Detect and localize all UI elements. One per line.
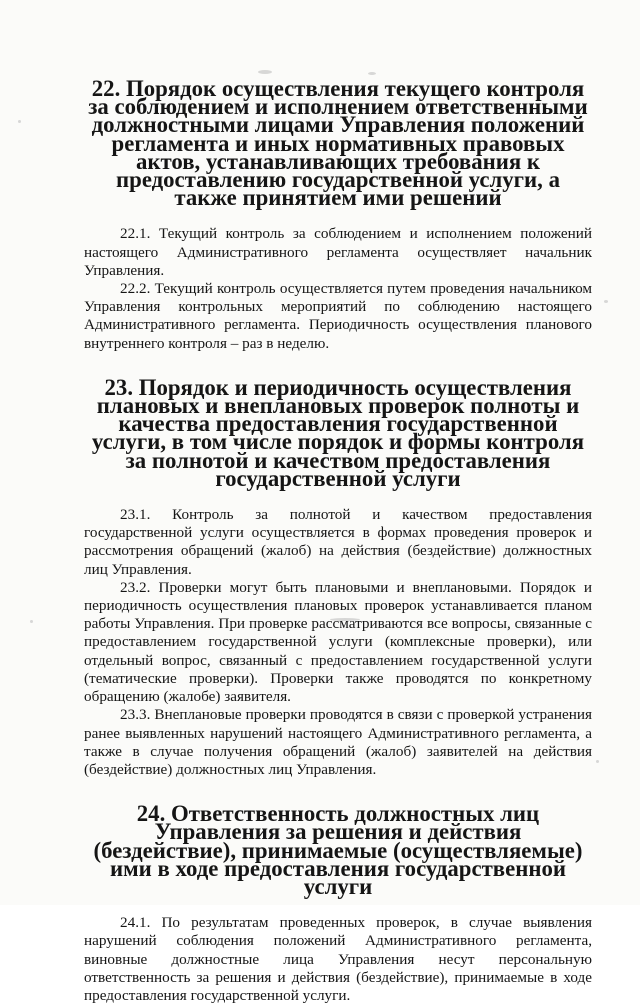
section-24-heading: 24. Ответственность должностных лиц Управления за решения и действия (бездействие), принимаемые (осуществляемые) ими в ходе предоставления государственной услуги bbox=[93, 801, 583, 899]
scan-speck bbox=[604, 300, 608, 303]
scan-speck bbox=[596, 760, 599, 763]
document-body bbox=[84, 76, 592, 1005]
section-22-heading: 22. Порядок осуществления текущего контроля за соблюдением и исполнением ответственными должностными лицами Управления положений регламента и иных нормативных правовых актов, устанавливающих требования к предоставлению государственной услуги, а также принятием ими решений bbox=[88, 76, 588, 211]
scan-speck bbox=[30, 620, 33, 623]
scan-speck bbox=[368, 72, 376, 75]
paragraph-22-2: 22.2. Текущий контроль осуществляется путем проведения начальником Управления контрольных мероприятий по соблюдению настоящего Административного регламента. Периодичность осуществления планового внутреннего контроля – раз в неделю. bbox=[84, 280, 592, 352]
paragraph-22-1: 22.1. Текущий контроль за соблюдением и исполнением положений настоящего Административного регламента осуществляет начальник Управления. bbox=[84, 225, 592, 279]
section-23-heading: 23. Порядок и периодичность осуществления плановых и внеплановых проверок полноты и качества предоставления государственной услуги, в том числе порядок и формы контроля за полнотой и качеством предоставления государственной услуги bbox=[91, 374, 585, 491]
paragraph-23-2: 23.2. Проверки могут быть плановыми и внеплановыми. Порядок и периодичность осуществления плановых проверок устанавливается планом работы Управления. При проверке рассматриваются все вопросы, связанные с предоставлением государственной услуги (комплексные проверки), или отдельный вопрос, связанный с предоставлением государственной услуги (тематические проверки). Проверки также проводятся по конкретному обращению (жалобе) заявителя. bbox=[84, 578, 592, 706]
paragraph-24-1: 24.1. По результатам проведенных проверок, в случае выявления нарушений соблюдения положений Административного регламента, виновные должностные лица Управления несут персональную ответственность за решения и действия (бездействие), принимаемые в ходе предоставления государственной услуги. bbox=[84, 914, 592, 1004]
scan-speck bbox=[258, 70, 272, 74]
paragraph-23-3: 23.3. Внеплановые проверки проводятся в связи с проверкой устранения ранее выявленных нарушений настоящего Административного регламента, а также в случае получения обращений (жалоб) заявителей на действия (бездействие) должностных лиц Управления. bbox=[84, 706, 592, 778]
scan-speck bbox=[18, 120, 21, 123]
paragraph-23-1: 23.1. Контроль за полнотой и качеством предоставления государственной услуги осуществляется в формах проведения проверок и рассмотрения обращений (жалоб) на действия (бездействие) должностных лиц Управления. bbox=[84, 506, 592, 578]
